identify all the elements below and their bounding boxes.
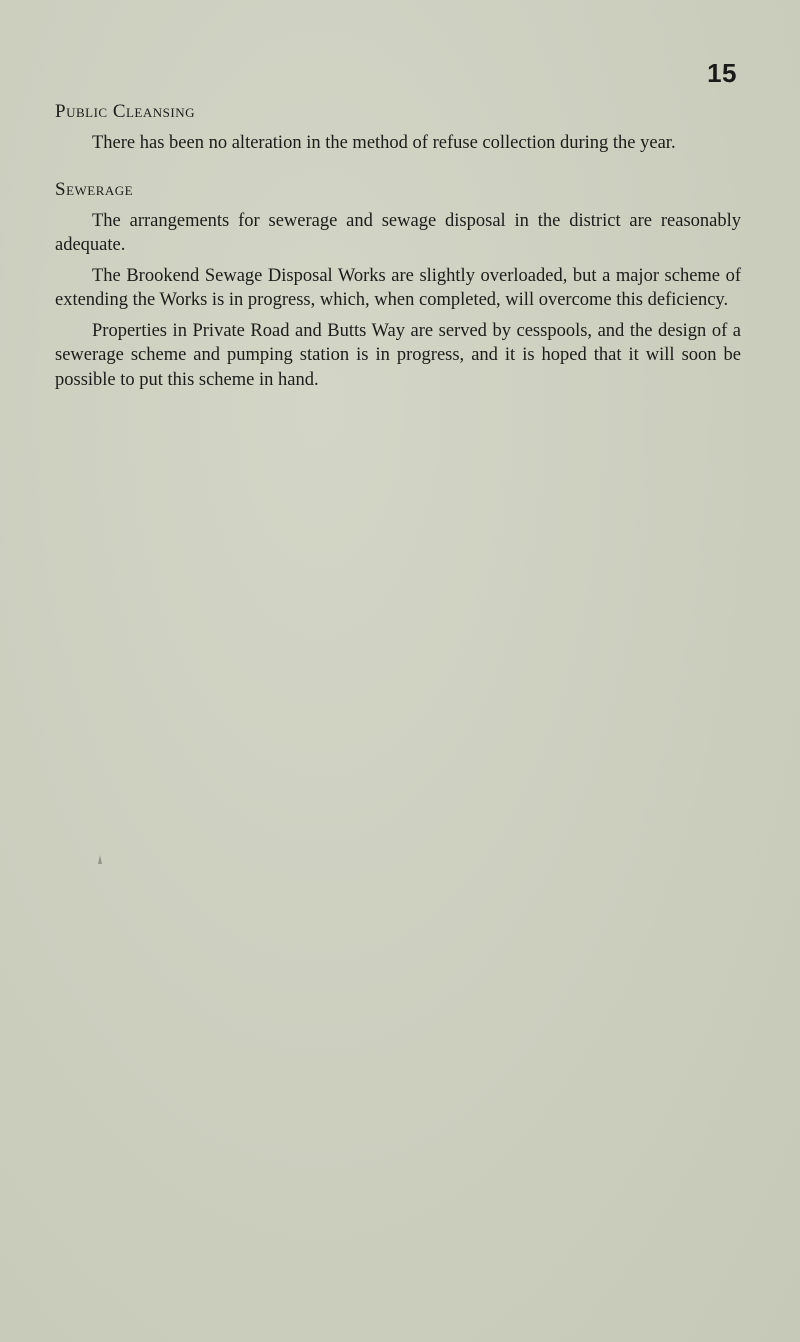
- page-number: 15: [707, 58, 737, 88]
- paper-speck: [97, 855, 103, 865]
- section-sewerage: [55, 178, 741, 393]
- paragraph: The arrangements for sewerage and sewage disposal in the district are reasonably adequate.: [55, 210, 741, 255]
- paragraph: The Brookend Sewage Disposal Works are slightly overloaded, but a major scheme of extending the Works is in progress, which, when completed, will overcome this deficiency.: [55, 265, 741, 310]
- section-public-cleansing: [55, 100, 741, 156]
- section-heading: Sewerage: [55, 178, 134, 200]
- section-heading: Public Cleansing: [55, 101, 195, 122]
- paragraph: There has been no alteration in the method of refuse collection during the year.: [92, 133, 676, 153]
- page-body: [55, 100, 741, 398]
- paragraph: Properties in Private Road and Butts Way are served by cesspools, and the design of a sewerage scheme and pumping station is in progress, and it is hoped that it will soon be possible to put this scheme in hand.: [55, 320, 741, 390]
